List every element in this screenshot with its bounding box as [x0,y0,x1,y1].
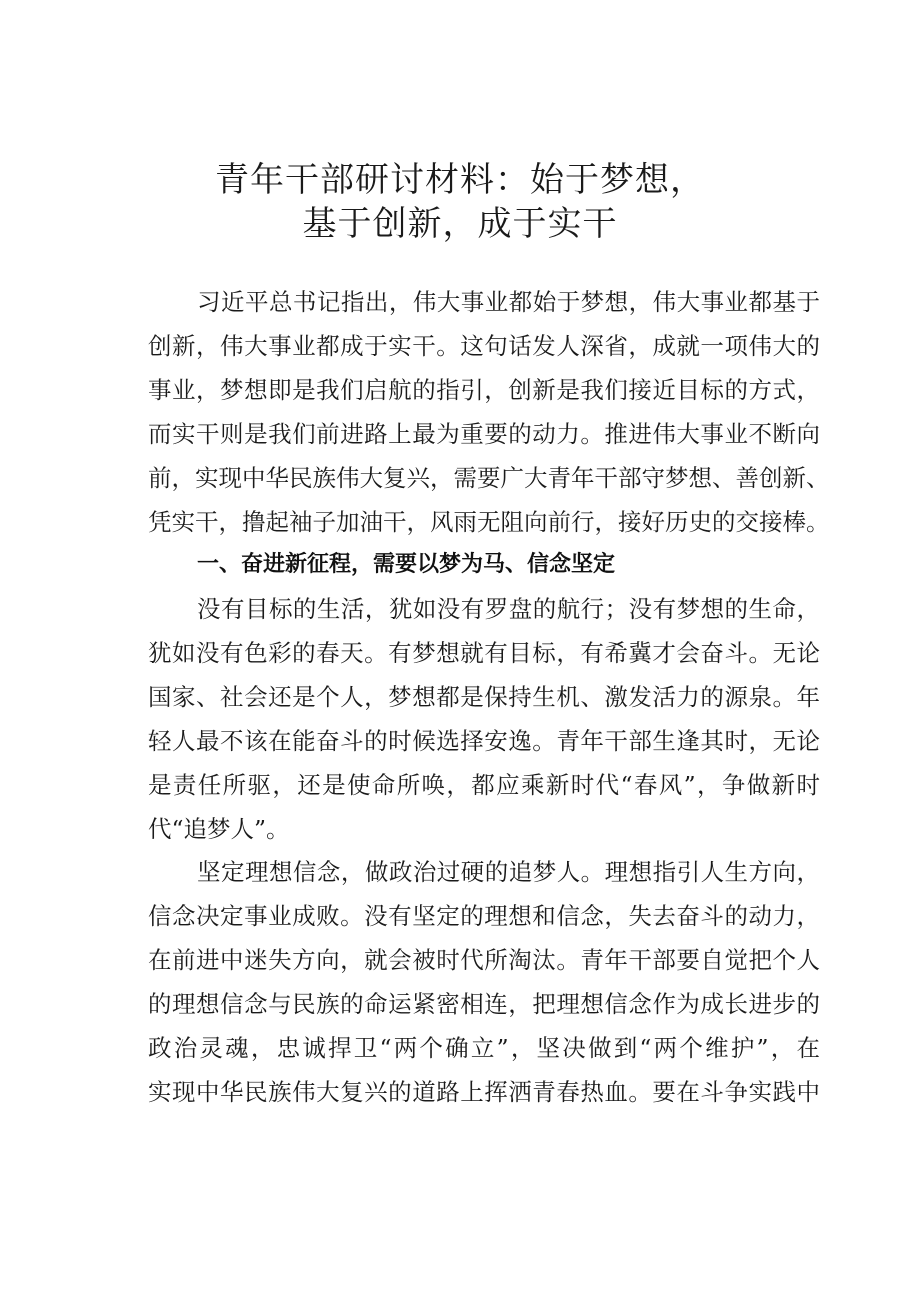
paragraph-line: 坚定理想信念，做政治过硬的追梦人。理想指引人生方向， [197,858,820,886]
paragraph-line: 实现中华民族伟大复兴的道路上挥洒青春热血。要在斗争实践中 [148,1078,820,1106]
paragraph-line: 习近平总书记指出，伟大事业都始于梦想，伟大事业都基于 [197,288,820,316]
paragraph-line: 前，实现中华民族伟大复兴，需要广大青年干部守梦想、善创新、 [148,464,830,492]
paragraph-line: 信念决定事业成败。没有坚定的理想和信念，失去奋斗的动力， [148,902,820,930]
paragraph-line: 代“追梦人”。 [148,815,290,843]
paragraph-line: 是责任所驱，还是使命所唤，都应乘新时代“春风”，争做新时 [148,771,820,799]
paragraph-line: 国家、社会还是个人，梦想都是保持生机、激发活力的源泉。年 [148,683,820,711]
paragraph-line: 在前进中迷失方向，就会被时代所淘汰。青年干部要自觉把个人 [148,946,820,974]
section-heading: 一、奋进新征程，需要以梦为马、信念坚定 [197,552,616,577]
paragraph-line: 政治灵魂，忠诚捍卫“两个确立”，坚决做到“两个维护”，在 [148,1034,820,1062]
paragraph-line: 创新，伟大事业都成于实干。这句话发人深省，成就一项伟大的 [148,332,820,360]
paragraph-line: 而实干则是我们前进路上最为重要的动力。推进伟大事业不断向 [148,420,820,448]
paragraph-line: 凭实干，撸起袖子加油干，风雨无阻向前行，接好历史的交接棒。 [148,508,830,536]
paragraph-line: 没有目标的生活，犹如没有罗盘的航行；没有梦想的生命， [197,595,820,623]
paragraph-line: 轻人最不该在能奋斗的时候选择安逸。青年干部生逢其时，无论 [148,727,820,755]
paragraph-line: 的理想信念与民族的命运紧密相连，把理想信念作为成长进步的 [148,990,820,1018]
document-title-line-1: 青年干部研讨材料：始于梦想， [215,160,705,200]
paragraph-line: 事业，梦想即是我们启航的指引，创新是我们接近目标的方式， [148,376,820,404]
paragraph-line: 犹如没有色彩的春天。有梦想就有目标，有希冀才会奋斗。无论 [148,639,820,667]
document-title-line-2: 基于创新，成于实干 [302,204,618,244]
